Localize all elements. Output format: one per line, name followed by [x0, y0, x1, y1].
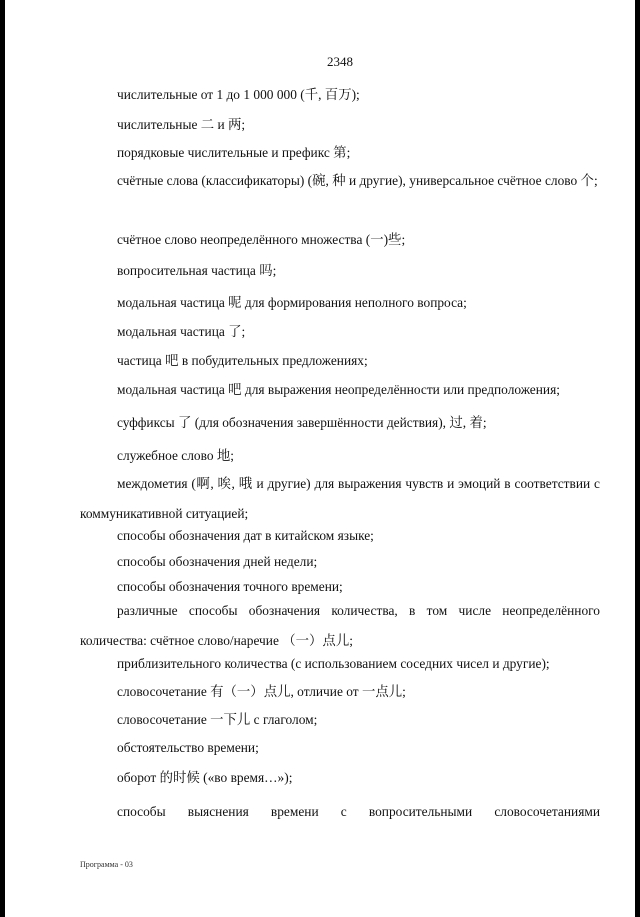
page-number: 2348	[327, 54, 353, 69]
list-item: модальная частица 了;	[117, 324, 246, 339]
list-item: способы обозначения точного времени;	[117, 579, 343, 594]
list-item: приблизительного количества (с использованием соседних чисел и другие);	[117, 656, 550, 671]
list-item: суффиксы 了 (для обозначения завершённости действия), 过, 着;	[117, 415, 487, 430]
list-item: порядковые числительные и префикс 第;	[117, 145, 351, 160]
list-item: способы обозначения дат в китайском языке;	[117, 528, 374, 543]
list-item: словосочетание 有（一）点儿, отличие от 一点儿;	[117, 684, 406, 699]
list-item: вопросительная частица 吗;	[117, 263, 277, 278]
list-item: обстоятельство времени;	[117, 740, 259, 755]
list-item: частица 吧 в побудительных предложениях;	[117, 353, 368, 368]
list-item: словосочетание 一下儿 с глаголом;	[117, 712, 318, 727]
list-item: модальная частица 吧 для выражения неопределённости или предположения;	[117, 382, 560, 397]
list-item: способы обозначения дней недели;	[117, 554, 318, 569]
list-item: счётное слово неопределённого множества (一)些;	[117, 232, 406, 247]
list-item: счётные слова (классификаторы) (碗, 种 и другие), универсальное счётное слово 个;	[117, 173, 598, 188]
list-item: числительные от 1 до 1 000 000 (千, 百万);	[117, 87, 360, 102]
list-item: междометия (啊, 唉, 哦 и другие) для выражения чувств и эмоций в соответствии с коммуникативной ситуацией;	[80, 476, 600, 521]
list-item: оборот 的时候 («во время…»);	[117, 770, 293, 785]
list-item: числительные 二 и 两;	[117, 117, 246, 132]
list-item: служебное слово 地;	[117, 448, 234, 463]
footer-label: Программа - 03	[80, 860, 133, 869]
list-item: модальная частица 呢 для формирования неполного вопроса;	[117, 295, 467, 310]
list-item: различные способы обозначения количества, в том числе неопределённого количества: счётное слово/наречие （一）点儿;	[80, 603, 600, 648]
list-item: способы выяснения времени с вопросительными словосочетаниями	[117, 804, 600, 819]
